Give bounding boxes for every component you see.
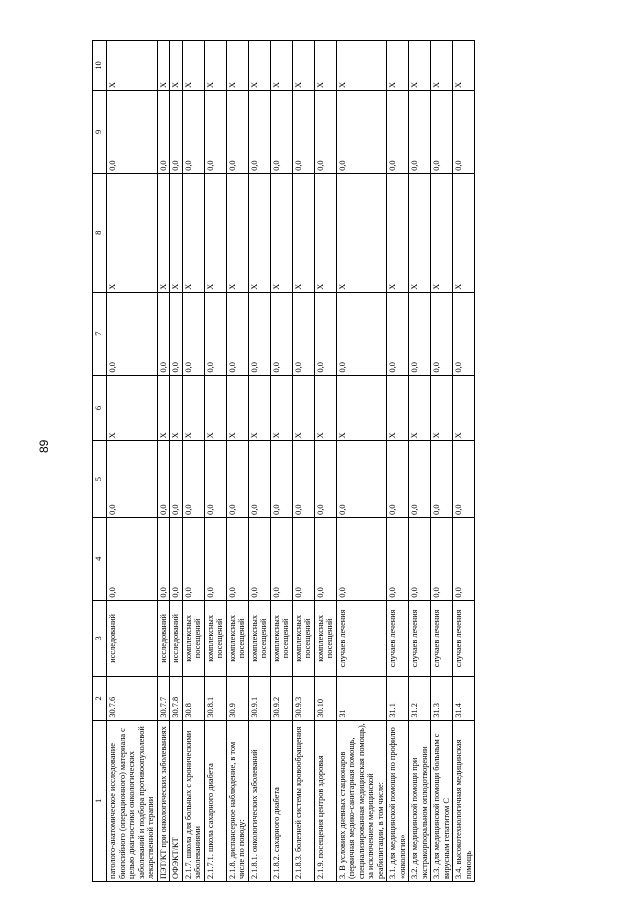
value-cell-6: X — [157, 375, 170, 441]
row-unit-cell: комплексных посещений — [182, 600, 204, 676]
value-cell-9: 0,0 — [387, 90, 409, 173]
row-code-cell: 30.9.2 — [270, 677, 292, 721]
value-cell-5: 0,0 — [182, 441, 204, 517]
value-cell-6: X — [107, 375, 158, 441]
value-cell-5: 0,0 — [170, 441, 183, 517]
table-row — [270, 41, 292, 882]
value-cell-8: X — [107, 173, 158, 292]
value-cell-4: 0,0 — [270, 517, 292, 600]
row-code-cell: 30.7.6 — [107, 677, 158, 721]
value-cell-10: X — [157, 41, 170, 91]
table-body — [107, 41, 475, 882]
value-cell-6: X — [409, 375, 431, 441]
value-cell-7: 0,0 — [409, 292, 431, 375]
value-cell-9: 0,0 — [314, 90, 336, 173]
value-cell-9: 0,0 — [292, 90, 314, 173]
value-cell-9: 0,0 — [170, 90, 183, 173]
row-unit-cell: случаев лечения — [409, 600, 431, 676]
row-code-cell: 31.2 — [409, 677, 431, 721]
value-cell-8: X — [292, 173, 314, 292]
column-header: 5 — [93, 441, 107, 517]
value-cell-9: 0,0 — [182, 90, 204, 173]
value-cell-9: 0,0 — [336, 90, 387, 173]
row-unit-cell: комплексных посещений — [248, 600, 270, 676]
value-cell-6: X — [314, 375, 336, 441]
row-name-cell: 2.1.9. посещения центров здоровья — [314, 720, 336, 881]
row-code-cell: 30.7.7 — [157, 677, 170, 721]
row-unit-cell: случаев лечения — [453, 600, 475, 676]
row-code-cell: 30.10 — [314, 677, 336, 721]
row-unit-cell: комплексных посещений — [292, 600, 314, 676]
row-name-cell: 3.1. для медицинской помощи по профилю «онкология» — [387, 720, 409, 881]
column-header: 4 — [93, 517, 107, 600]
value-cell-7: 0,0 — [157, 292, 170, 375]
value-cell-7: 0,0 — [387, 292, 409, 375]
value-cell-7: 0,0 — [248, 292, 270, 375]
value-cell-8: X — [170, 173, 183, 292]
value-cell-5: 0,0 — [270, 441, 292, 517]
row-name-cell: ОФЭКТ/КТ — [170, 720, 183, 881]
row-name-cell: 3.3. для медицинской помощи больным с вирусным гепатитом С — [431, 720, 453, 881]
value-cell-8: X — [431, 173, 453, 292]
table-row — [157, 41, 170, 882]
value-cell-4: 0,0 — [336, 517, 387, 600]
row-name-cell: 2.1.7. школа для больных с хроническими заболеваниями — [182, 720, 204, 881]
value-cell-5: 0,0 — [292, 441, 314, 517]
row-code-cell: 30.9.3 — [292, 677, 314, 721]
row-unit-cell: случаев лечения — [387, 600, 409, 676]
value-cell-7: 0,0 — [204, 292, 226, 375]
row-unit-cell: случаев лечения — [336, 600, 387, 676]
value-cell-7: 0,0 — [270, 292, 292, 375]
value-cell-10: X — [204, 41, 226, 91]
value-cell-9: 0,0 — [204, 90, 226, 173]
value-cell-9: 0,0 — [226, 90, 248, 173]
row-name-cell: 3. В условиях дневных стационаров (первичная медико-санитарная помощь, специализированная медицинская помощь), за исключением медицинской реабилитации, в том числе: — [336, 720, 387, 881]
value-cell-7: 0,0 — [336, 292, 387, 375]
value-cell-5: 0,0 — [226, 441, 248, 517]
row-unit-cell: исследований — [170, 600, 183, 676]
row-unit-cell: исследований — [107, 600, 158, 676]
table-header-row — [93, 41, 107, 882]
row-code-cell: 31.1 — [387, 677, 409, 721]
value-cell-6: X — [387, 375, 409, 441]
table-row — [431, 41, 453, 882]
value-cell-5: 0,0 — [387, 441, 409, 517]
row-name-cell: 2.1.8.1. онкологических заболеваний — [248, 720, 270, 881]
value-cell-4: 0,0 — [226, 517, 248, 600]
value-cell-7: 0,0 — [314, 292, 336, 375]
value-cell-6: X — [170, 375, 183, 441]
value-cell-5: 0,0 — [204, 441, 226, 517]
value-cell-9: 0,0 — [409, 90, 431, 173]
value-cell-10: X — [431, 41, 453, 91]
row-name-cell: 2.1.8.2. сахарного диабета — [270, 720, 292, 881]
value-cell-8: X — [248, 173, 270, 292]
column-header: 7 — [93, 292, 107, 375]
column-header: 9 — [93, 90, 107, 173]
value-cell-4: 0,0 — [387, 517, 409, 600]
value-cell-4: 0,0 — [409, 517, 431, 600]
value-cell-10: X — [248, 41, 270, 91]
row-name-cell: 2.1.7.1. школа сахарного диабета — [204, 720, 226, 881]
value-cell-4: 0,0 — [431, 517, 453, 600]
table-row — [336, 41, 387, 882]
column-header: 6 — [93, 375, 107, 441]
row-unit-cell: комплексных посещений — [226, 600, 248, 676]
column-header: 8 — [93, 173, 107, 292]
row-name-cell: ПЭТ/КТ при онкологических заболеваниях — [157, 720, 170, 881]
value-cell-8: X — [226, 173, 248, 292]
value-cell-5: 0,0 — [336, 441, 387, 517]
row-code-cell: 30.9.1 — [248, 677, 270, 721]
row-name-cell: 2.1.8. диспансерное наблюдение, в том числе по поводу: — [226, 720, 248, 881]
row-code-cell: 31.3 — [431, 677, 453, 721]
column-header: 2 — [93, 677, 107, 721]
table-row — [204, 41, 226, 882]
value-cell-5: 0,0 — [409, 441, 431, 517]
value-cell-8: X — [409, 173, 431, 292]
value-cell-10: X — [453, 41, 475, 91]
value-cell-6: X — [453, 375, 475, 441]
value-cell-6: X — [204, 375, 226, 441]
value-cell-7: 0,0 — [182, 292, 204, 375]
table-row — [182, 41, 204, 882]
value-cell-4: 0,0 — [453, 517, 475, 600]
value-cell-8: X — [314, 173, 336, 292]
value-cell-10: X — [387, 41, 409, 91]
table-row — [453, 41, 475, 882]
value-cell-4: 0,0 — [170, 517, 183, 600]
value-cell-9: 0,0 — [431, 90, 453, 173]
row-name-cell: 2.1.8.3. болезней системы кровообращения — [292, 720, 314, 881]
value-cell-7: 0,0 — [170, 292, 183, 375]
value-cell-4: 0,0 — [107, 517, 158, 600]
row-unit-cell: комплексных посещений — [270, 600, 292, 676]
row-code-cell: 30.7.8 — [170, 677, 183, 721]
row-name-cell: патолого-анатомическое исследование биопсийного (операционного) материала с целью диагностики онкологических заболеваний и подбора противоопухолевой лекарственной терапии — [107, 720, 158, 881]
value-cell-9: 0,0 — [270, 90, 292, 173]
value-cell-7: 0,0 — [226, 292, 248, 375]
value-cell-10: X — [182, 41, 204, 91]
row-name-cell: 3.2. для медицинской помощи при экстракорпоральном оплодотворении — [409, 720, 431, 881]
row-code-cell: 30.9 — [226, 677, 248, 721]
value-cell-9: 0,0 — [107, 90, 158, 173]
value-cell-10: X — [270, 41, 292, 91]
value-cell-8: X — [387, 173, 409, 292]
value-cell-8: X — [157, 173, 170, 292]
row-code-cell: 31 — [336, 677, 387, 721]
table-row — [314, 41, 336, 882]
column-header: 10 — [93, 41, 107, 91]
table-row — [248, 41, 270, 882]
table-row — [409, 41, 431, 882]
value-cell-6: X — [182, 375, 204, 441]
page-number: 89 — [37, 439, 51, 453]
row-unit-cell: комплексных посещений — [314, 600, 336, 676]
row-unit-cell: исследований — [157, 600, 170, 676]
row-unit-cell: случаев лечения — [431, 600, 453, 676]
value-cell-6: X — [248, 375, 270, 441]
value-cell-7: 0,0 — [292, 292, 314, 375]
data-table — [92, 40, 475, 882]
value-cell-10: X — [170, 41, 183, 91]
column-header: 1 — [93, 720, 107, 881]
value-cell-9: 0,0 — [453, 90, 475, 173]
value-cell-6: X — [292, 375, 314, 441]
value-cell-8: X — [336, 173, 387, 292]
value-cell-8: X — [204, 173, 226, 292]
value-cell-6: X — [431, 375, 453, 441]
value-cell-7: 0,0 — [431, 292, 453, 375]
row-code-cell: 30.8.1 — [204, 677, 226, 721]
value-cell-5: 0,0 — [248, 441, 270, 517]
value-cell-7: 0,0 — [107, 292, 158, 375]
value-cell-8: X — [270, 173, 292, 292]
value-cell-10: X — [226, 41, 248, 91]
value-cell-5: 0,0 — [431, 441, 453, 517]
row-code-cell: 30.8 — [182, 677, 204, 721]
row-name-cell: 3.4. высокотехнологичная медицинская помощь — [453, 720, 475, 881]
value-cell-4: 0,0 — [204, 517, 226, 600]
row-unit-cell: комплексных посещений — [204, 600, 226, 676]
value-cell-4: 0,0 — [292, 517, 314, 600]
value-cell-8: X — [182, 173, 204, 292]
column-header: 3 — [93, 600, 107, 676]
table-row — [226, 41, 248, 882]
table-row — [170, 41, 183, 882]
value-cell-5: 0,0 — [314, 441, 336, 517]
value-cell-10: X — [409, 41, 431, 91]
value-cell-4: 0,0 — [157, 517, 170, 600]
value-cell-5: 0,0 — [157, 441, 170, 517]
value-cell-8: X — [453, 173, 475, 292]
table-row — [292, 41, 314, 882]
value-cell-9: 0,0 — [157, 90, 170, 173]
value-cell-4: 0,0 — [248, 517, 270, 600]
value-cell-6: X — [270, 375, 292, 441]
rotated-table-page — [92, 40, 614, 882]
value-cell-5: 0,0 — [453, 441, 475, 517]
value-cell-7: 0,0 — [453, 292, 475, 375]
value-cell-10: X — [292, 41, 314, 91]
table-row — [387, 41, 409, 882]
value-cell-10: X — [314, 41, 336, 91]
value-cell-4: 0,0 — [182, 517, 204, 600]
row-code-cell: 31.4 — [453, 677, 475, 721]
value-cell-6: X — [336, 375, 387, 441]
value-cell-6: X — [226, 375, 248, 441]
value-cell-10: X — [107, 41, 158, 91]
value-cell-4: 0,0 — [314, 517, 336, 600]
table-row — [107, 41, 158, 882]
value-cell-9: 0,0 — [248, 90, 270, 173]
value-cell-5: 0,0 — [107, 441, 158, 517]
value-cell-10: X — [336, 41, 387, 91]
